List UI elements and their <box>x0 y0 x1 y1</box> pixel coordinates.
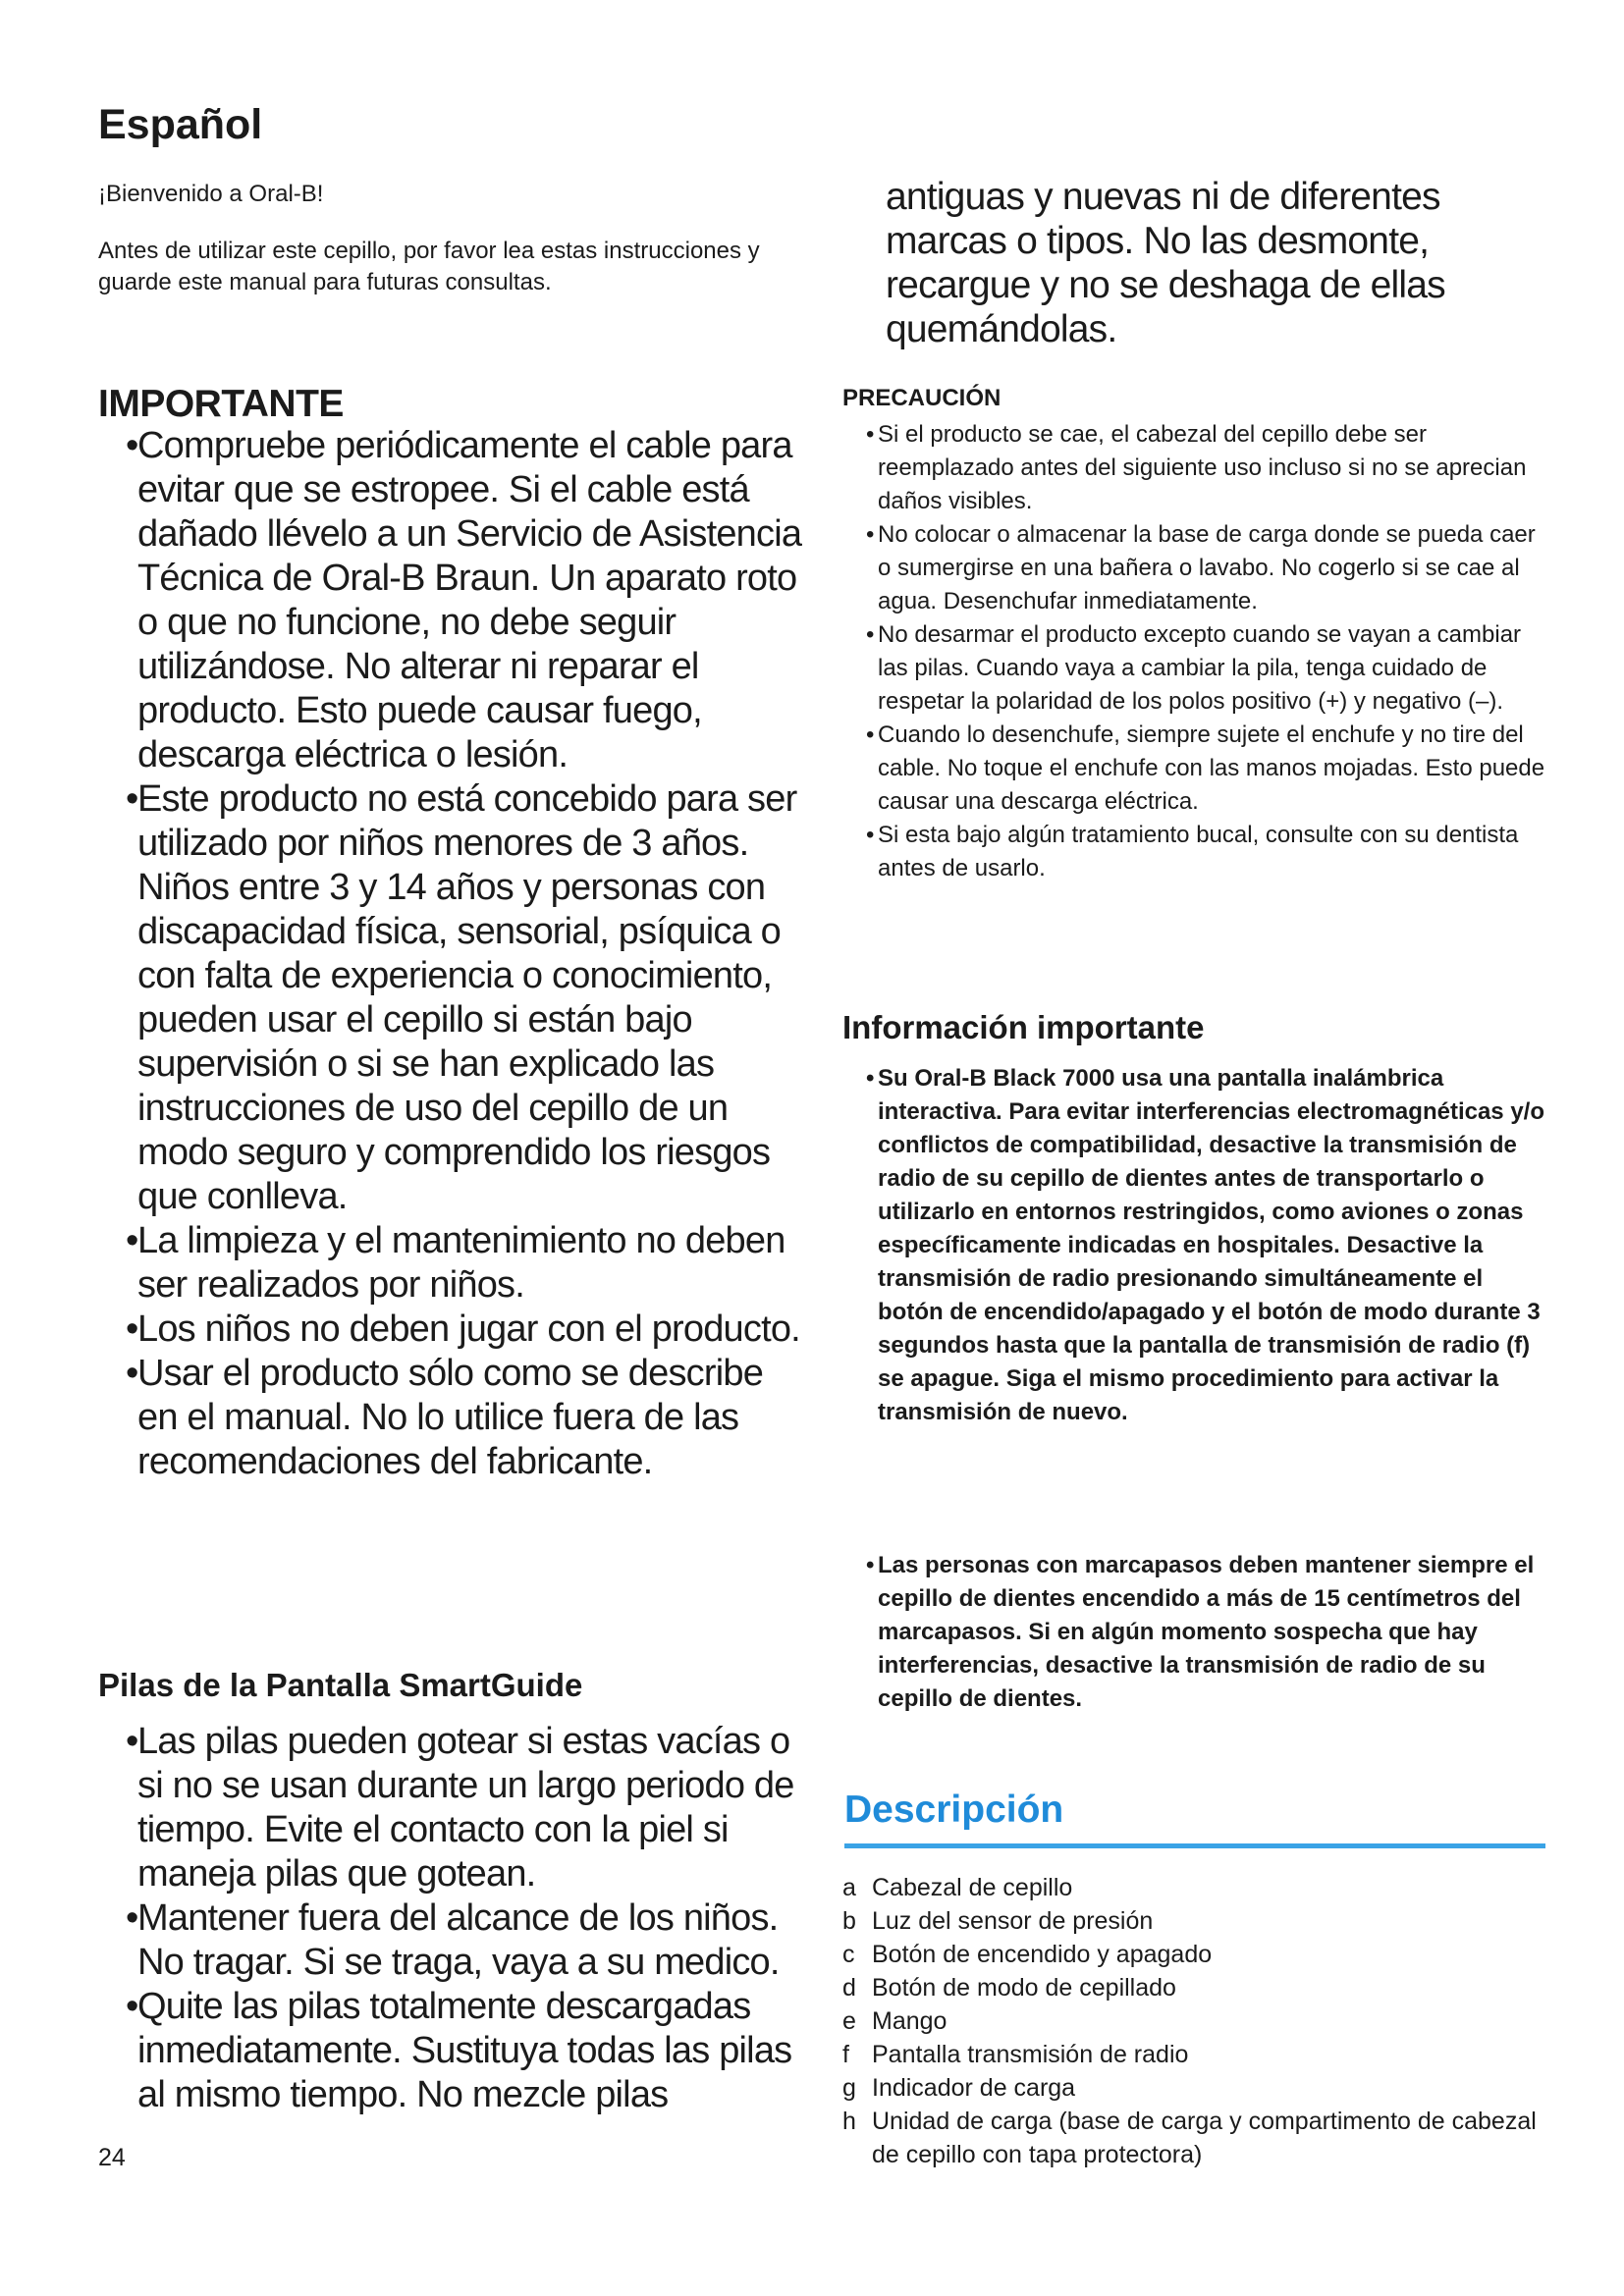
description-divider <box>844 1843 1545 1848</box>
description-item: e Mango <box>842 2007 947 2035</box>
batteries-list <box>98 1720 805 2117</box>
page-number: 24 <box>98 2144 126 2171</box>
bullet: • <box>866 721 875 748</box>
info-item: • Su Oral-B Black 7000 usa una pantalla inalámbrica interactiva. Para evitar interferencias electromagnéticas y/o conflictos de compatibilidad, desactive la transmisión de radio de su cepillo de dientes antes de transportarlo o utilizarlo en entornos restringidos, como aviones o zonas específicamente indicadas en hospitales. Desactive la transmisión de radio presionando simultáneamente el botón de encendido/apagado y el botón de modo durante 3 segundos hasta que la pantalla de transmisión de radio (f) se apague. Siga el mismo procedimiento para activar la transmisión de nuevo. <box>842 1062 1549 1429</box>
description-item: g Indicador de carga <box>842 2074 1076 2102</box>
caution-item: • Si esta bajo algún tratamiento bucal, consulte con su dentista antes de usarlo. <box>842 819 1549 885</box>
bullet: • <box>126 778 138 820</box>
important-item: • Compruebe periódicamente el cable para evitar que se estropee. Si el cable está dañado llévelo a un Servicio de Asistencia Técnica de Oral-B Braun. Un aparato roto o que no funcione, no debe seguir utilizándose. No alterar ni reparar el producto. Esto puede causar fuego, descarga eléctrica o lesión. <box>126 425 802 775</box>
description-item: b Luz del sensor de presión <box>842 1907 1154 1935</box>
description-item: f Pantalla transmisión de radio <box>842 2041 1189 2068</box>
bullet: • <box>866 1552 875 1578</box>
caution-item: • Cuando lo desenchufe, siempre sujete el enchufe y no tire del cable. No toque el enchufe con las manos mojadas. Esto puede causar una descarga eléctrica. <box>842 719 1549 819</box>
important-item: • Este producto no está concebido para ser utilizado por niños menores de 3 años. Niños entre 3 y 14 años y personas con discapacidad física, sensorial, psíquica o con falta de experiencia o conocimiento, pueden usar el cepillo si están bajo supervisión o si se han explicado las instrucciones de uso del cepillo de un modo seguro y comprendido los riesgos que conlleva. <box>126 778 797 1217</box>
bullet: • <box>126 425 138 466</box>
caution-list <box>842 418 1549 885</box>
info-item: • Las personas con marcapasos deben mantener siempre el cepillo de dientes encendido a más de 15 centímetros del marcapasos. Si en algún momento sospecha que hay interferencias, desactive la transmisión de radio de su cepillo de dientes. <box>842 1549 1549 1716</box>
bullet: • <box>126 1897 138 1939</box>
batteries-heading: Pilas de la Pantalla SmartGuide <box>98 1667 583 1703</box>
caution-item: • Si el producto se cae, el cabezal del cepillo debe ser reemplazado antes del siguiente uso incluso si no se aprecian daños visibles. <box>842 418 1549 518</box>
info-list-wireless <box>842 1062 1549 1429</box>
caution-heading: PRECAUCIÓN <box>842 385 1001 411</box>
description-item: a Cabezal de cepillo <box>842 1874 1073 1901</box>
battery-item: • Las pilas pueden gotear si estas vacías o si no se usan durante un largo periodo de tiempo. Evite el contacto con la piel si maneja pilas que gotean. <box>126 1721 794 1895</box>
info-heading: Información importante <box>842 1009 1205 1045</box>
bullet: • <box>126 1721 138 1762</box>
bullet: • <box>126 1986 138 2027</box>
bullet: • <box>866 1065 875 1092</box>
language-title: Español <box>98 101 263 148</box>
bullet: • <box>866 521 875 548</box>
bullet: • <box>126 1353 138 1394</box>
bullet: • <box>866 621 875 648</box>
info-list-pacemaker <box>842 1549 1549 1716</box>
description-list <box>842 1871 1549 2171</box>
important-item: • Los niños no deben jugar con el producto. <box>126 1308 800 1350</box>
battery-item: • Mantener fuera del alcance de los niños. No tragar. Si se traga, vaya a su medico. <box>126 1897 780 1983</box>
description-item: d Botón de modo de cepillado <box>842 1974 1176 2002</box>
bullet: • <box>866 421 875 448</box>
caution-item: • No desarmar el producto excepto cuando se vayan a cambiar las pilas. Cuando vaya a cambiar la pila, tenga cuidado de respetar la polaridad de los polos positivo (+) y negativo (–). <box>842 618 1549 719</box>
welcome-text: ¡Bienvenido a Oral-B! <box>98 181 324 207</box>
battery-continuation-text: antiguas y nuevas ni de diferentes marcas o tipos. No las desmonte, recargue y no se deshaga de ellas quemándolas. <box>886 176 1445 350</box>
bullet: • <box>126 1220 138 1261</box>
description-item: h Unidad de carga (base de carga y compartimento de cabezal de cepillo con tapa protectora) <box>842 2108 1537 2168</box>
important-heading: IMPORTANTE <box>98 383 344 425</box>
important-item: • La limpieza y el mantenimiento no deben ser realizados por niños. <box>126 1220 785 1306</box>
intro-text: Antes de utilizar este cepillo, por favor lea estas instrucciones y guarde este manual para futuras consultas. <box>98 238 760 295</box>
important-list <box>98 424 805 1484</box>
bullet: • <box>126 1308 138 1350</box>
caution-item: • No colocar o almacenar la base de carga donde se pueda caer o sumergirse en una bañera o lavabo. No cogerlo si se cae al agua. Desenchufar inmediatamente. <box>842 518 1549 618</box>
important-item: • Usar el producto sólo como se describe en el manual. No lo utilice fuera de las recomendaciones del fabricante. <box>126 1353 764 1482</box>
description-heading: Descripción <box>844 1789 1064 1831</box>
description-item: c Botón de encendido y apagado <box>842 1941 1213 1968</box>
battery-item: • Quite las pilas totalmente descargadas inmediatamente. Sustituya todas las pilas al mismo tiempo. No mezcle pilas <box>126 1986 792 2115</box>
bullet: • <box>866 822 875 848</box>
